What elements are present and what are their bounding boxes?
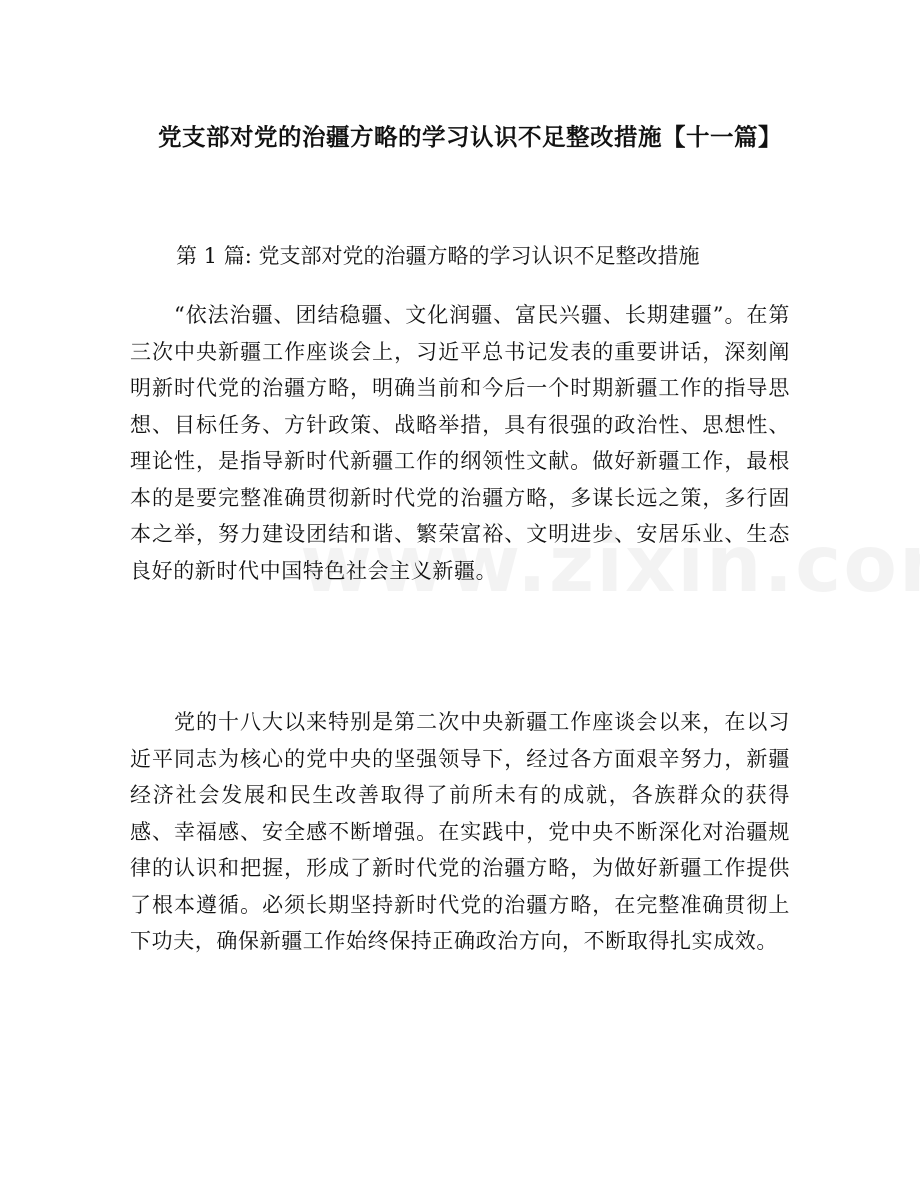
document-title: 党支部对党的治疆方略的学习认识不足整改措施【十一篇】 [158,123,782,151]
paragraph-1: “依法治疆、团结稳疆、文化润疆、富民兴疆、长期建疆”。在第三次中央新疆工作座谈会上，习近平总书记发表的重要讲话，深刻阐明新时代党的治疆方略，明确当前和今后一个时期新疆工作的指导思想、目标任务、方针政策、战略举措，具有很强的政治性、思想性、理论性，是指导新时代新疆工作的纲领性文献。做好新疆工作，最根本的是要完整准确贯彻新时代党的治疆方略，多谋长远之策，多行固本之举，努力建设团结和谐、繁荣富裕、文明进步、安居乐业、生态良好的新时代中国特色社会主义新疆。 [130,303,790,583]
section-heading: 第 1 篇: 党支部对党的治疆方略的学习认识不足整改措施 [176,244,700,268]
paragraph-2: 党的十八大以来特别是第二次中央新疆工作座谈会以来，在以习近平同志为核心的党中央的坚强领导下，经过各方面艰辛努力，新疆经济社会发展和民生改善取得了前所未有的成就，各族群众的获得感、幸福感、安全感不断增强。在实践中，党中央不断深化对治疆规律的认识和把握，形成了新时代党的治疆方略，为做好新疆工作提供了根本遵循。必须长期坚持新时代党的治疆方略，在完整准确贯彻上下功夫，确保新疆工作始终保持正确政治方向，不断取得扎实成效。 [130,710,790,953]
